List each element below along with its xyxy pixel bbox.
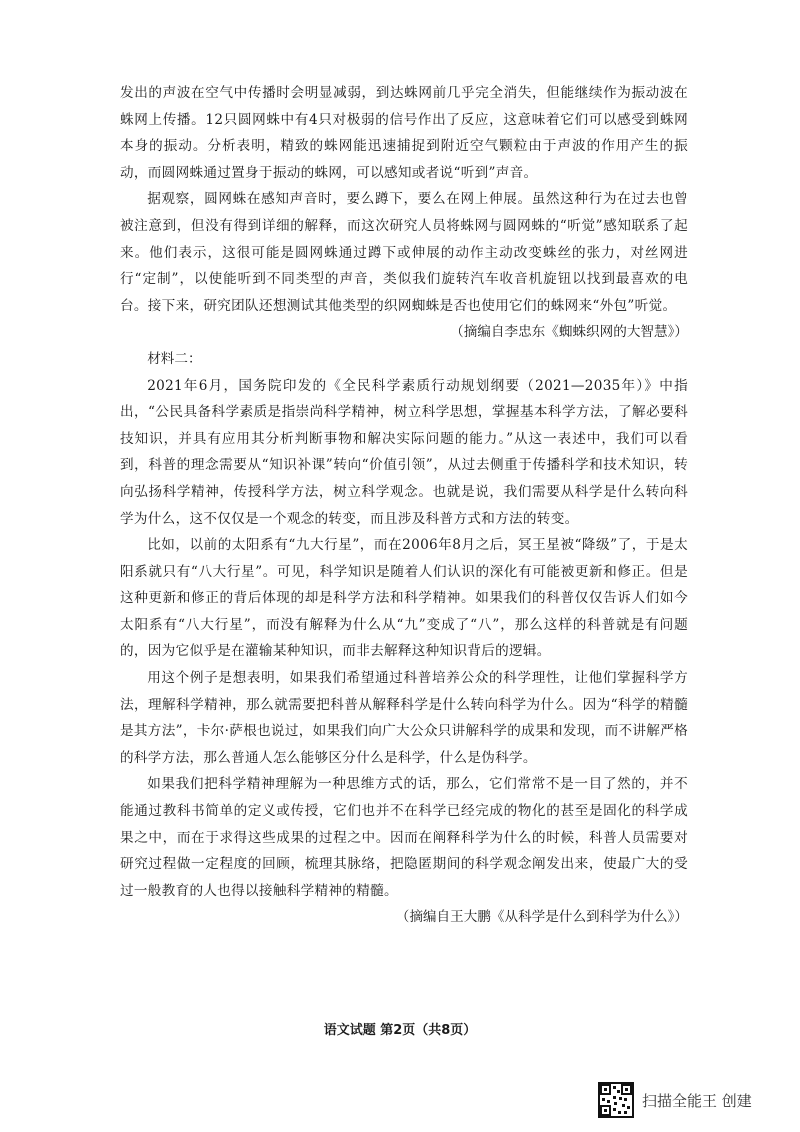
scanner-watermark (598, 1080, 752, 1120)
watermark-text: 扫描全能王 创建 (642, 1091, 752, 1110)
document-body (120, 80, 688, 931)
paragraph-1: 发出的声波在空气中传播时会明显减弱，到达蛛网前几乎完全消失，但能继续作为振动波在蛛网上传播。12只圆网蛛中有4只对极弱的信号作出了反应，这意味着它们可以感受到蛛网本身的振动。分析表明，精致的蛛网能迅速捕捉到附近空气颗粒由于声波的作用产生的振动，而圆网蛛通过置身于振动的蛛网，可以感知或者说“听到”声音。 (120, 85, 688, 181)
paragraph-2: 据观察，圆网蛛在感知声音时，要么蹲下，要么在网上伸展。虽然这种行为在过去也曾被注意到，但没有得到详细的解释，而这次研究人员将蛛网与圆网蛛的“听觉”感知联系了起来。他们表示，这很可能是圆网蛛通过蹲下或伸展的动作主动改变蛛丝的张力，对丝网进行“定制”，以使能听到不同类型的声音，类似我们旋转汽车收音机旋钮以找到最喜欢的电台。接下来，研究团队还想测试其他类型的织网蜘蛛是否也使用它们的蛛网来“外包”听觉。 (120, 191, 688, 314)
section-heading-material-2: 材料二： (147, 350, 202, 367)
source-citation-1: （摘编自李忠东《蜘蛛织网的大智慧》） (450, 324, 688, 341)
paragraph-3: 2021年6月，国务院印发的《全民科学素质行动规划纲要（2021—2035年）》中指出，“公民具备科学素质是指崇尚科学精神，树立科学思想，掌握基本科学方法，了解必要科技知识，并具有应用其分析判断事物和解决实际问题的能力。”从这一表述中，我们可以看到，科普的理念需要从“知识补课”转向“价值引领”，从过去侧重于传播科学和技术知识，转向弘扬科学精神，传授科学方法，树立科学观念。也就是说，我们需要从科学是什么转向科学为什么，这不仅仅是一个观念的转变，而且涉及科普方式和方法的转变。 (120, 377, 688, 527)
qr-code-icon (598, 1082, 634, 1118)
paragraph-6: 如果我们把科学精神理解为一种思维方式的话，那么，它们常常不是一目了然的，并不能通过教科书简单的定义或传授，它们也并不在科学已经完成的物化的甚至是固化的科学成果之中，而在于求得这些成果的过程之中。因而在阐释科学为什么的时候，科普人员需要对研究过程做一定程度的回顾，梳理其脉络，把隐匿期间的科学观念阐发出来，使最广大的受过一般教育的人也得以接触科学精神的精髓。 (120, 776, 688, 899)
source-citation-2: （摘编自王大鹏《从科学是什么到科学为什么》） (395, 909, 688, 926)
paragraph-5: 用这个例子是想表明，如果我们希望通过科普培养公众的科学理性，让他们掌握科学方法，理解科学精神，那么就需要把科普从解释科学是什么转向科学为什么。因为“科学的精髓是其方法”，卡尔·萨根也说过，如果我们向广大公众只讲解科学的成果和发现，而不讲解严格的科学方法，那么普通人怎么能够区分什么是科学，什么是伪科学。 (120, 670, 688, 766)
page-footer: 语文试题 第2页（共8页） (323, 1023, 477, 1038)
paragraph-4: 比如，以前的太阳系有“九大行星”，而在2006年8月之后，冥王星被“降级”了，于是太阳系就只有“八大行星”。可见，科学知识是随着人们认识的深化有可能被更新和修正。但是这种更新和修正的背后体现的却是科学方法和科学精神。如果我们的科普仅仅告诉人们如今太阳系有“八大行星”，而没有解释为什么从“九”变成了“八”，那么这样的科普就是有问题的，因为它似乎是在灌输某种知识，而非去解释这种知识背后的逻辑。 (120, 537, 688, 660)
